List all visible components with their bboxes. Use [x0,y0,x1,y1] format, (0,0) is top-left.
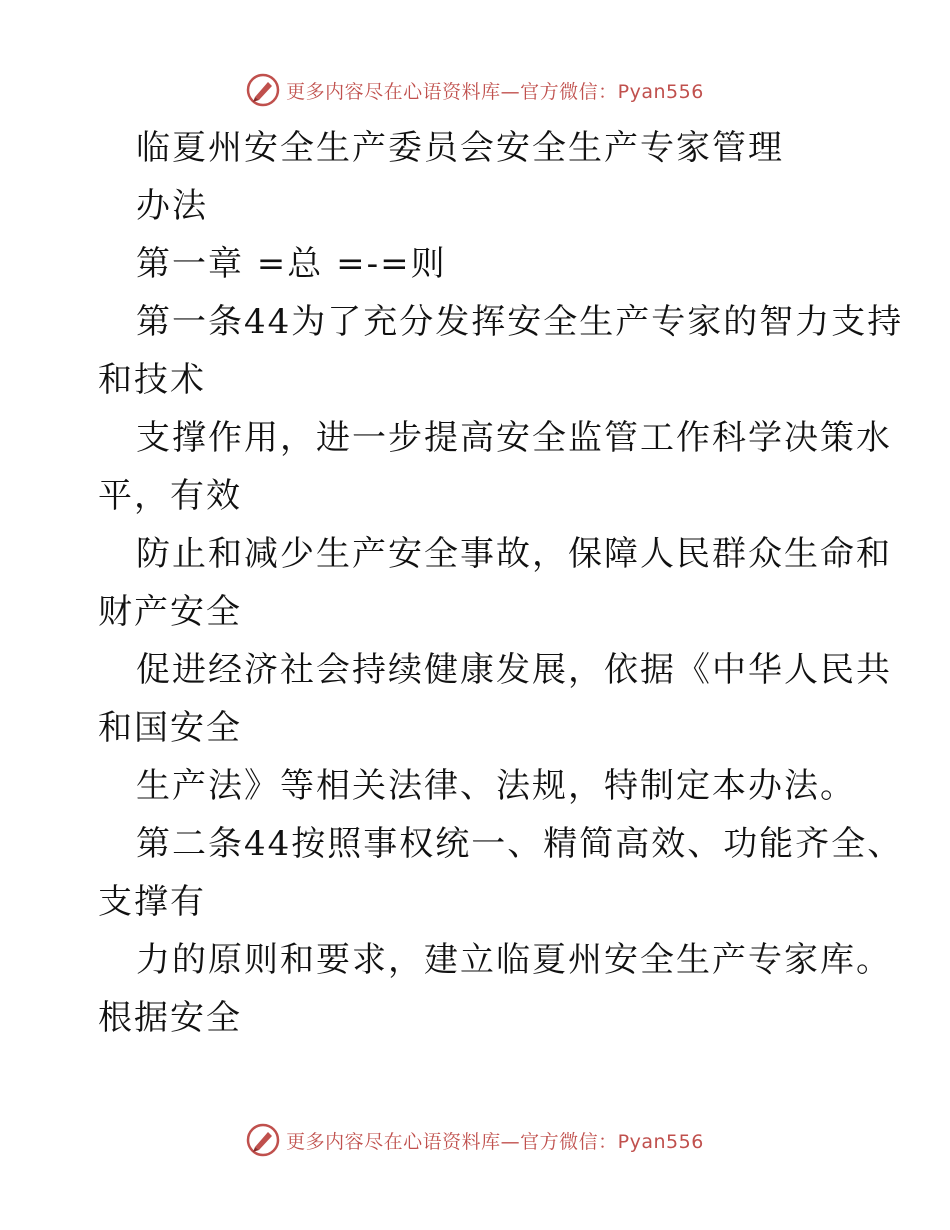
title-line-2: 办法 [136,186,208,226]
text-line: 财产安全 [98,592,242,632]
text-line: 支撑作用，进一步提高安全监管工作科学决策水 [136,418,892,458]
text-line: 第二条44按照事权统一、精简高效、功能齐全、 [136,824,904,864]
pen-logo-icon [246,1123,280,1157]
header-watermark [0,70,950,110]
text-line: 防止和减少生产安全事故，保障人民群众生命和 [136,534,892,574]
watermark-text: 更多内容尽在心语资料库—官方微信：Pyan556 [286,1130,704,1153]
text-line: 和技术 [98,360,206,400]
title-line-1: 临夏州安全生产委员会安全生产专家管理 [136,128,784,168]
text-line: 平，有效 [98,476,242,516]
pen-logo-icon [246,73,280,107]
text-line: 促进经济社会持续健康发展，依据《中华人民共 [136,650,892,690]
text-line: 和国安全 [98,708,242,748]
text-line: 第一条44为了充分发挥安全生产专家的智力支持 [136,302,904,342]
watermark-text: 更多内容尽在心语资料库—官方微信：Pyan556 [286,80,704,103]
text-line: 力的原则和要求，建立临夏州安全生产专家库。 [136,940,892,980]
footer-watermark [0,1120,950,1160]
text-line: 支撑有 [98,882,206,922]
text-line: 生产法》等相关法律、法规，特制定本办法。 [136,766,856,806]
chapter-heading: 第一章 =总 =-=则 [136,244,447,284]
text-line: 根据安全 [98,998,242,1038]
